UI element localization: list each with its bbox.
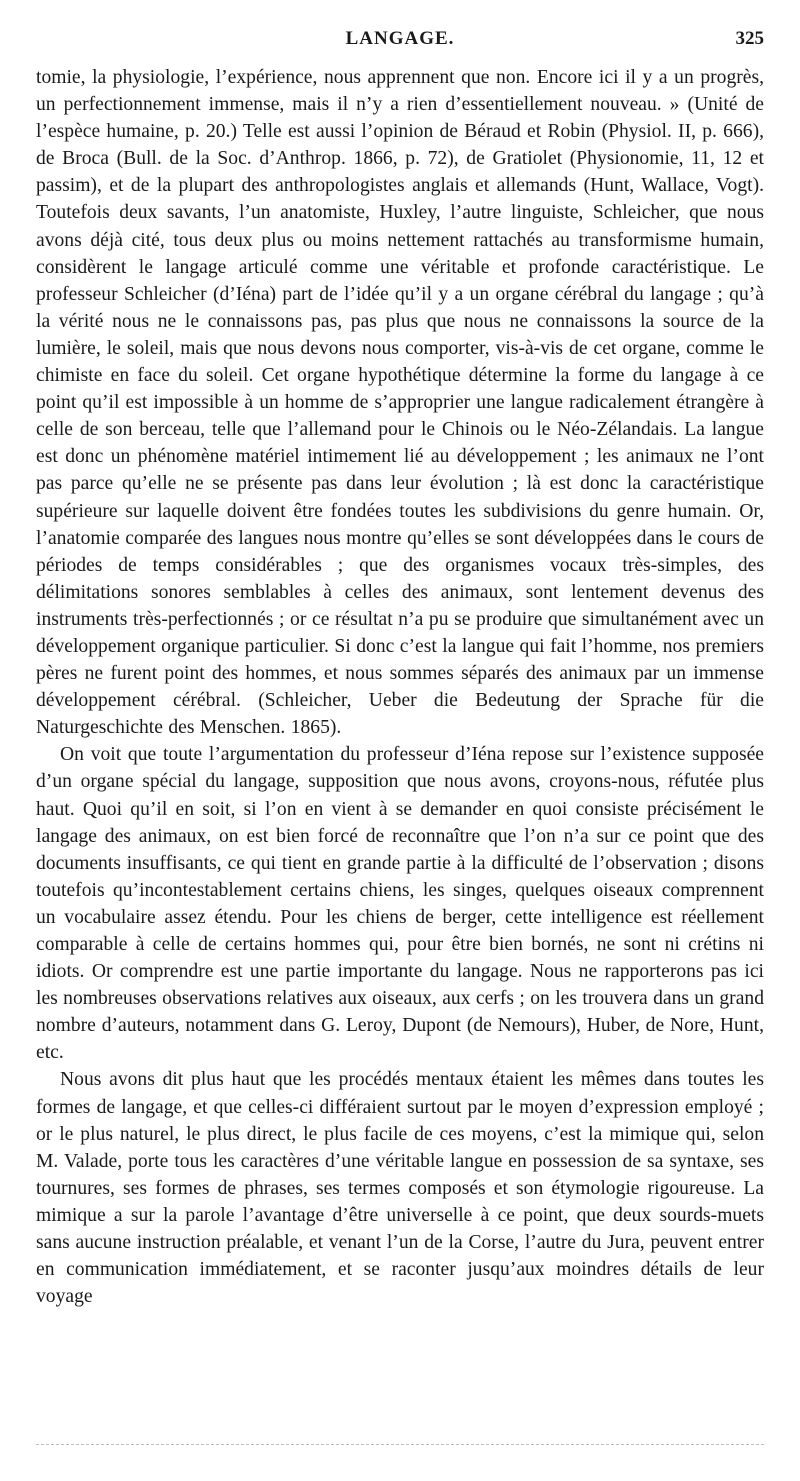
body-text [36,64,764,1310]
paragraph: On voit que toute l’argumentation du professeur d’Iéna repose sur l’existence supposée d’un organe spécial du langage, supposition que nous avons, croyons-nous, réfutée plus haut. Quoi qu’il en soit, si l’on en vient à se demander en quoi consiste précisément le langage des animaux, on est bien forcé de reconnaître que l’on n’a sur ce point que des documents insuffisants, ce qui tient en grande partie à la difficulté de l’observation ; disons toutefois qu’incontestablement certains chiens, les singes, quelques oiseaux comprennent un vocabulaire assez étendu. Pour les chiens de berger, cette intelligence est réellement comparable à celle de certains hommes qui, pour être bien bornés, ne sont ni crétins ni idiots. Or comprendre est une partie importante du langage. Nous ne rapporterons pas ici les nombreuses observations relatives aux oiseaux, aux cerfs ; on les trouvera dans un grand nombre d’auteurs, notamment dans G. Leroy, Dupont (de Nemours), Huber, de Nore, Hunt, etc. [36,744,764,1064]
paragraph: tomie, la physiologie, l’expérience, nous apprennent que non. Encore ici il y a un progrès, un perfectionnement immense, mais il n’y a rien d’essentiellement nouveau. » (Unité de l’espèce humaine, p. 20.) Telle est aussi l’opinion de Béraud et Robin (Physiol. II, p. 666), de Broca (Bull. de la Soc. d’Anthrop. 1866, p. 72), de Gratiolet (Physionomie, 11, 12 et passim), et de la plupart des anthropologistes anglais et allemands (Hunt, Wallace, Vogt). Toutefois deux savants, l’un anatomiste, Huxley, l’autre linguiste, Schleicher, que nous avons déjà cité, tous deux plus ou moins nettement rattachés au transformisme humain, considèrent le langage articulé comme une véritable et profonde caractéristique. Le professeur Schleicher (d’Iéna) part de l’idée qu’il y a un organe cérébral du langage ; qu’à la vérité nous ne le connaissons pas, pas plus que nous ne connaissons la source de la lumière, le soleil, mais que nous devons nous comporter, vis-à-vis de cet organe, comme le chimiste en face du soleil. Cet organe hypothétique détermine la forme du langage à ce point qu’il est impossible à un homme de s’approprier une langue radicalement étrangère à celle de son berceau, telle que l’allemand pour le Chinois ou le Néo-Zélandais. La langue est donc un phénomène matériel intimement lié au développement ; les animaux ne l’ont pas parce qu’elle ne se présente pas dans leur évolution ; là est donc la caractéristique supérieure sur laquelle doivent être fondées toutes les subdivisions du genre humain. Or, l’anatomie comparée des langues nous montre qu’elles se sont développées dans le cours de périodes de temps considérables ; que des organismes vocaux très-simples, des délimitations sonores semblables à celles des animaux, sont lentement devenus des instruments très-perfectionnés ; or ce résultat n’a pu se produire que simultanément avec un développement organique particulier. Si donc c’est la langue qui fait l’homme, nos premiers pères ne furent point des hommes, et nous sommes séparés des animaux par un immense développement cérébral. (Schleicher, Ueber die Bedeutung der Sprache für die Naturgeschichte des Menschen. 1865). [36,67,764,739]
paragraph: Nous avons dit plus haut que les procédés mentaux étaient les mêmes dans toutes les formes de langage, et que celles-ci différaient surtout par le moyen d’expression employé ; or le plus naturel, le plus direct, le plus facile de ces moyens, c’est la mimique qui, selon M. Valade, porte tous les caractères d’une véritable langue en possession de sa syntaxe, ses tournures, ses formes de phrases, ses termes composés et son étymologie rigoureuse. La mimique a sur la parole l’avantage d’être universelle à ce point, que deux sourds-muets sans aucune instruction préalable, et venant l’un de la Corse, l’autre du Jura, peuvent entrer en communication immédiatement, et se raconter jusqu’aux moindres détails de leur voyage [36,1069,764,1308]
running-title: LANGAGE. [345,28,455,49]
page-number: 325 [735,28,764,49]
page-header [36,28,764,58]
bottom-divider [36,1444,764,1445]
